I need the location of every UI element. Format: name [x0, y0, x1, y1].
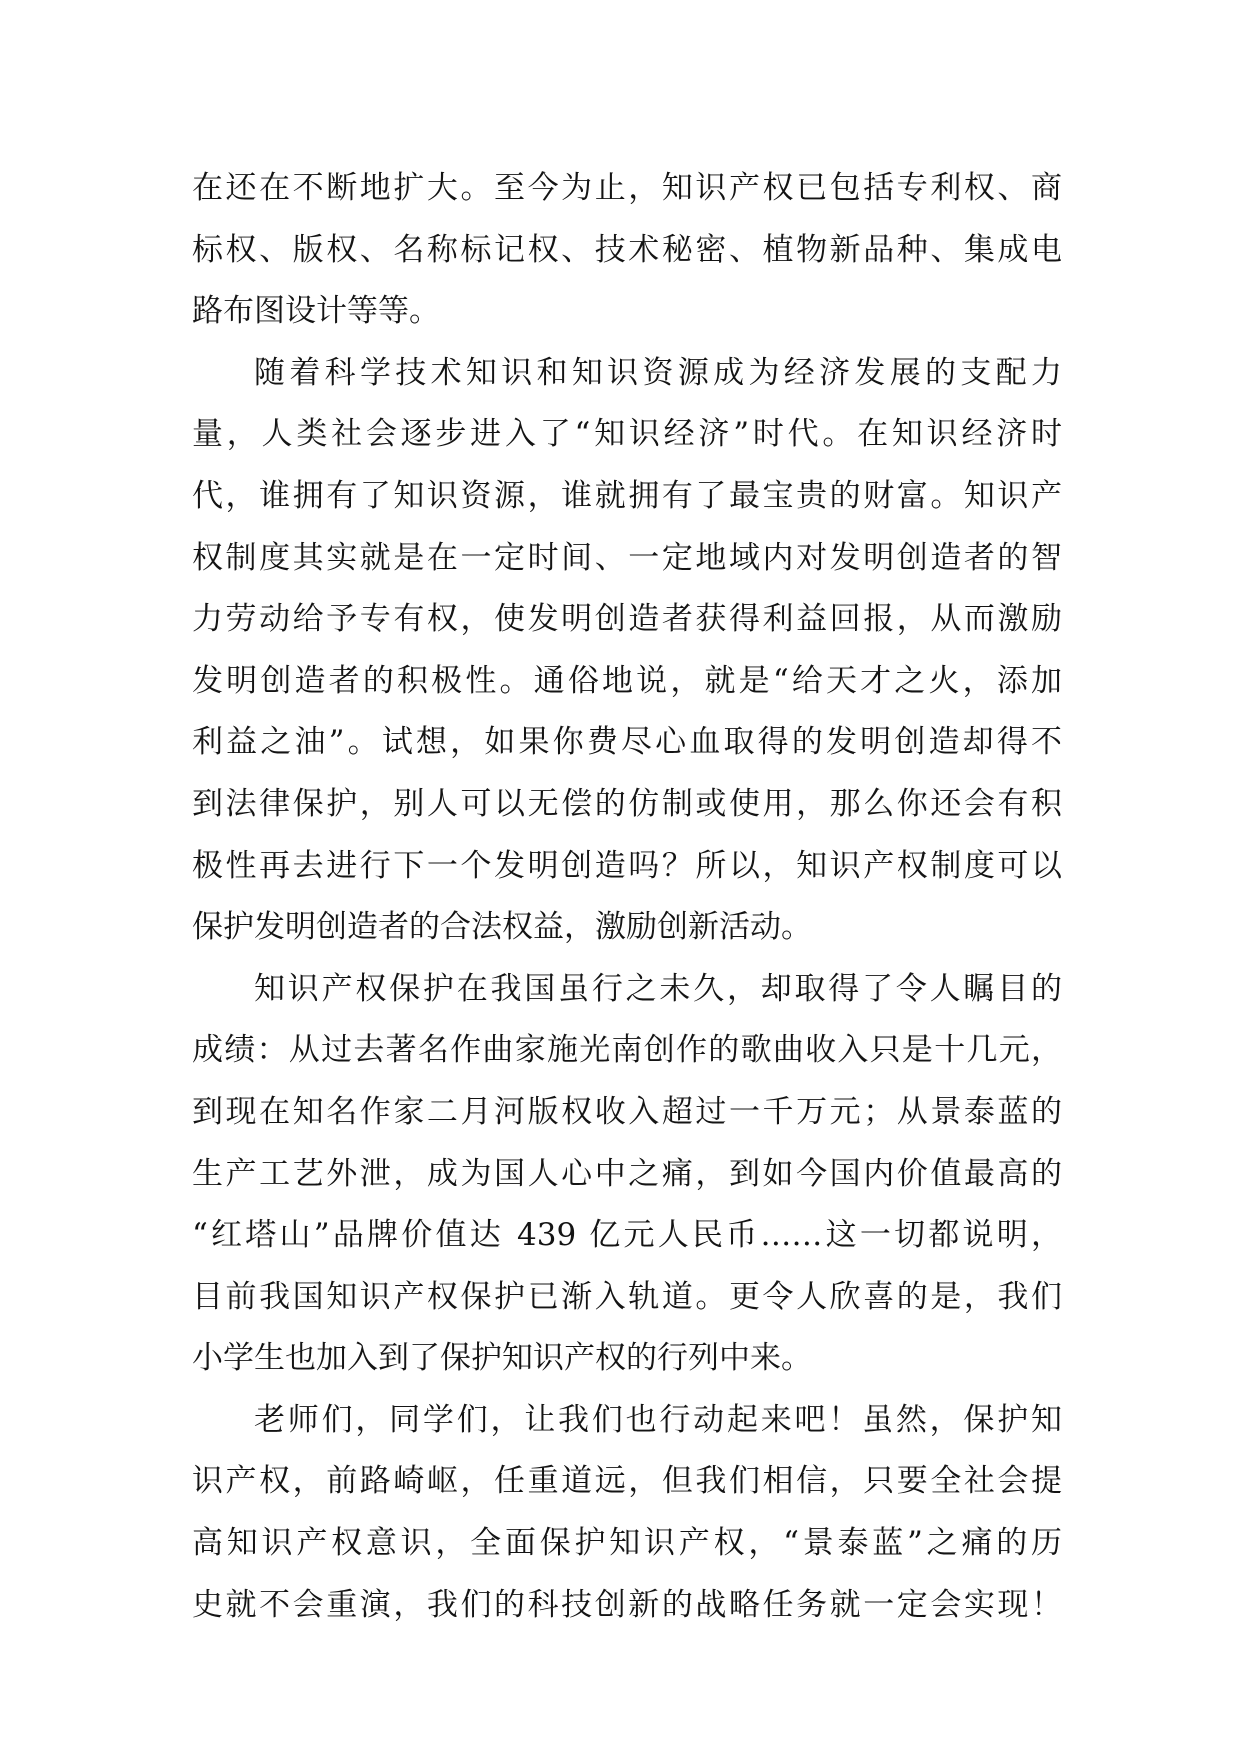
text-line: 权制度其实就是在一定时间、一定地域内对发明创造者的智 [192, 539, 1062, 576]
text-line: 标权、版权、名称标记权、技术秘密、植物新品种、集成电 [192, 231, 1062, 268]
text-line: 代，谁拥有了知识资源，谁就拥有了最宝贵的财富。知识产 [192, 477, 1062, 514]
text-line: 高知识产权意识，全面保护知识产权，“景泰蓝”之痛的历 [192, 1525, 1062, 1562]
text-line: 保护发明创造者的合法权益，激励创新活动。 [192, 909, 812, 946]
text-line: 到法律保护，别人可以无偿的仿制或使用，那么你还会有积 [192, 785, 1062, 822]
text-line: 生产工艺外泄，成为国人心中之痛，到如今国内价值最高的 [192, 1155, 1062, 1192]
text-line: 发明创造者的积极性。通俗地说，就是“给天才之火，添加 [192, 662, 1062, 699]
text-line: 路布图设计等等。 [192, 293, 440, 330]
text-line: 力劳动给予专有权，使发明创造者获得利益回报，从而激励 [192, 601, 1062, 638]
text-line: 随着科学技术知识和知识资源成为经济发展的支配力 [254, 354, 1062, 391]
text-line: 成绩：从过去著名作曲家施光南创作的歌曲收入只是十几元， [192, 1032, 1062, 1069]
text-line: “红塔山”品牌价值达 439 亿元人民币……这一切都说明， [192, 1217, 1062, 1254]
text-line: 在还在不断地扩大。至今为止，知识产权已包括专利权、商 [192, 170, 1062, 206]
text-line: 小学生也加入到了保护知识产权的行列中来。 [192, 1340, 812, 1377]
text-line: 知识产权保护在我国虽行之未久，却取得了令人瞩目的 [254, 970, 1062, 1007]
text-line: 量，人类社会逐步进入了“知识经济”时代。在知识经济时 [192, 416, 1062, 453]
text-line: 极性再去进行下一个发明创造吗？所以，知识产权制度可以 [192, 847, 1062, 884]
text-line: 到现在知名作家二月河版权收入超过一千万元；从景泰蓝的 [192, 1093, 1062, 1130]
document-body [192, 158, 1062, 1636]
text-line: 目前我国知识产权保护已渐入轨道。更令人欣喜的是，我们 [192, 1278, 1062, 1315]
text-line: 利益之油”。试想，如果你费尽心血取得的发明创造却得不 [192, 724, 1062, 761]
text-line: 识产权，前路崎岖，任重道远，但我们相信，只要全社会提 [192, 1463, 1062, 1500]
text-line: 老师们，同学们，让我们也行动起来吧！虽然，保护知 [254, 1401, 1062, 1438]
text-line: 史就不会重演，我们的科技创新的战略任务就一定会实现！ [192, 1586, 1062, 1623]
